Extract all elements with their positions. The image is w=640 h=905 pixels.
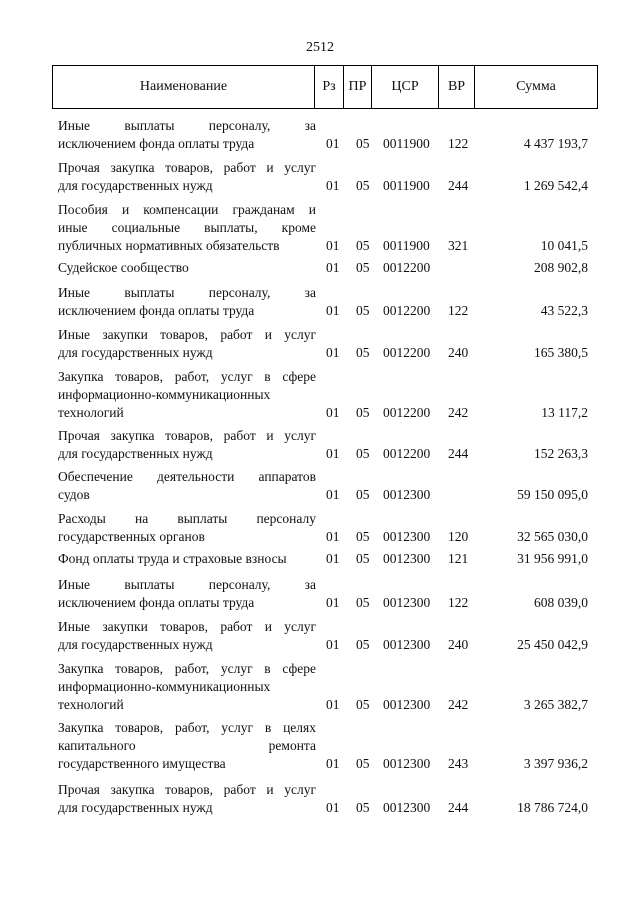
row-name bbox=[58, 201, 316, 255]
row-rz: 01 bbox=[326, 303, 340, 318]
row-name-line: Судейское сообщество bbox=[58, 260, 189, 275]
row-sum: 18 786 724,0 bbox=[517, 800, 588, 815]
row-name-line: Пособия и компенсации гражданам и bbox=[58, 202, 316, 217]
row-rz: 01 bbox=[326, 697, 340, 712]
table-row bbox=[0, 781, 640, 817]
table-row bbox=[0, 660, 640, 714]
row-rz: 01 bbox=[326, 637, 340, 652]
row-csr: 0012200 bbox=[383, 260, 431, 275]
row-rz: 01 bbox=[326, 238, 340, 253]
row-csr: 0012200 bbox=[383, 303, 431, 318]
row-name-line: технологий bbox=[58, 697, 124, 712]
row-name bbox=[58, 468, 316, 504]
row-csr: 0011900 bbox=[383, 178, 430, 193]
table-row bbox=[0, 201, 640, 255]
table-row bbox=[0, 550, 640, 568]
row-name-line: исключением фонда оплаты труда bbox=[58, 595, 255, 610]
row-rz: 01 bbox=[326, 487, 340, 502]
header-rz: Рз bbox=[322, 79, 336, 94]
row-name-line: для государственных нужд bbox=[58, 800, 213, 815]
row-name-line: технологий bbox=[58, 405, 124, 420]
row-sum: 3 397 936,2 bbox=[523, 756, 588, 771]
row-vr: 240 bbox=[448, 345, 469, 360]
row-name-line: капитального ремонта bbox=[58, 738, 316, 753]
row-csr: 0012300 bbox=[383, 551, 431, 566]
row-vr: 122 bbox=[448, 303, 469, 318]
row-name-line: государственного имущества bbox=[58, 756, 226, 771]
table-header bbox=[52, 65, 598, 109]
header-pr: ПР bbox=[348, 79, 367, 94]
row-name-line: Прочая закупка товаров, работ и услуг bbox=[58, 160, 316, 175]
table-row bbox=[0, 117, 640, 153]
row-name-line: исключением фонда оплаты труда bbox=[58, 136, 255, 151]
row-rz: 01 bbox=[326, 595, 340, 610]
row-pr: 05 bbox=[356, 238, 370, 253]
table-row bbox=[0, 159, 640, 195]
row-pr: 05 bbox=[356, 637, 370, 652]
row-pr: 05 bbox=[356, 595, 370, 610]
row-name bbox=[58, 284, 316, 320]
page-number: 2512 bbox=[306, 40, 334, 55]
row-vr: 120 bbox=[448, 529, 469, 544]
row-sum: 13 117,2 bbox=[541, 405, 588, 420]
row-name-line: информационно-коммуникационных bbox=[58, 387, 271, 402]
row-pr: 05 bbox=[356, 345, 370, 360]
row-csr: 0012200 bbox=[383, 345, 431, 360]
row-name-line: Иные выплаты персоналу, за bbox=[58, 118, 316, 133]
row-name-line: информационно-коммуникационных bbox=[58, 679, 271, 694]
row-csr: 0012300 bbox=[383, 637, 431, 652]
row-sum: 31 956 991,0 bbox=[517, 551, 588, 566]
row-name bbox=[58, 117, 316, 153]
row-pr: 05 bbox=[356, 551, 370, 566]
row-csr: 0011900 bbox=[383, 238, 430, 253]
table-row bbox=[0, 284, 640, 320]
row-rz: 01 bbox=[326, 405, 340, 420]
row-name-line: для государственных нужд bbox=[58, 637, 213, 652]
row-name-line: Расходы на выплаты персоналу bbox=[58, 511, 316, 526]
row-rz: 01 bbox=[326, 260, 340, 275]
row-name bbox=[58, 259, 316, 277]
row-name-line: Иные закупки товаров, работ и услуг bbox=[58, 619, 316, 634]
row-csr: 0012200 bbox=[383, 405, 431, 420]
table-row bbox=[0, 576, 640, 612]
row-sum: 3 265 382,7 bbox=[523, 697, 588, 712]
row-sum: 1 269 542,4 bbox=[523, 178, 588, 193]
row-sum: 608 039,0 bbox=[534, 595, 588, 610]
row-name-line: Иные закупки товаров, работ и услуг bbox=[58, 327, 316, 342]
row-csr: 0012300 bbox=[383, 800, 431, 815]
row-vr: 242 bbox=[448, 697, 469, 712]
row-vr: 321 bbox=[448, 238, 469, 253]
row-rz: 01 bbox=[326, 136, 340, 151]
row-csr: 0012300 bbox=[383, 697, 431, 712]
row-csr: 0012300 bbox=[383, 529, 431, 544]
header-csr: ЦСР bbox=[391, 79, 419, 94]
table-row bbox=[0, 719, 640, 773]
row-vr: 122 bbox=[448, 595, 469, 610]
row-sum: 25 450 042,9 bbox=[517, 637, 588, 652]
row-csr: 0012200 bbox=[383, 446, 431, 461]
row-sum: 32 565 030,0 bbox=[517, 529, 588, 544]
table-row bbox=[0, 510, 640, 546]
row-name bbox=[58, 368, 316, 422]
row-name-line: для государственных нужд bbox=[58, 345, 213, 360]
row-vr: 121 bbox=[448, 551, 469, 566]
row-sum: 59 150 095,0 bbox=[517, 487, 588, 502]
table-row bbox=[0, 326, 640, 362]
row-rz: 01 bbox=[326, 529, 340, 544]
row-vr: 243 bbox=[448, 756, 469, 771]
row-name-line: исключением фонда оплаты труда bbox=[58, 303, 255, 318]
row-rz: 01 bbox=[326, 345, 340, 360]
row-pr: 05 bbox=[356, 487, 370, 502]
header-name: Наименование bbox=[139, 79, 228, 94]
table-row bbox=[0, 368, 640, 422]
row-vr: 240 bbox=[448, 637, 469, 652]
row-name bbox=[58, 510, 316, 546]
row-name bbox=[58, 719, 316, 773]
row-sum: 4 437 193,7 bbox=[523, 136, 588, 151]
row-sum: 10 041,5 bbox=[540, 238, 588, 253]
row-pr: 05 bbox=[356, 405, 370, 420]
row-rz: 01 bbox=[326, 446, 340, 461]
header-vr: ВР bbox=[447, 79, 466, 94]
table-row bbox=[0, 427, 640, 463]
row-name-line: публичных нормативных обязательств bbox=[58, 238, 280, 253]
row-name bbox=[58, 618, 316, 654]
row-name bbox=[58, 326, 316, 362]
row-name-line: для государственных нужд bbox=[58, 446, 213, 461]
table-row bbox=[0, 468, 640, 504]
table-row bbox=[0, 618, 640, 654]
row-name-line: Фонд оплаты труда и страховые взносы bbox=[58, 551, 287, 566]
row-sum: 43 522,3 bbox=[540, 303, 588, 318]
row-pr: 05 bbox=[356, 303, 370, 318]
row-name-line: государственных органов bbox=[58, 529, 205, 544]
row-csr: 0011900 bbox=[383, 136, 430, 151]
row-name-line: Закупка товаров, работ, услуг в сфере bbox=[58, 369, 316, 384]
row-pr: 05 bbox=[356, 178, 370, 193]
row-vr: 244 bbox=[448, 178, 469, 193]
row-pr: 05 bbox=[356, 756, 370, 771]
row-rz: 01 bbox=[326, 551, 340, 566]
row-name-line: Прочая закупка товаров, работ и услуг bbox=[58, 782, 316, 797]
row-pr: 05 bbox=[356, 697, 370, 712]
row-vr: 122 bbox=[448, 136, 469, 151]
row-pr: 05 bbox=[356, 446, 370, 461]
row-name-line: Иные выплаты персоналу, за bbox=[58, 577, 316, 592]
row-name-line: для государственных нужд bbox=[58, 178, 213, 193]
row-rz: 01 bbox=[326, 800, 340, 815]
row-name-line: Прочая закупка товаров, работ и услуг bbox=[58, 428, 316, 443]
row-name-line: судов bbox=[58, 487, 90, 502]
row-rz: 01 bbox=[326, 756, 340, 771]
row-pr: 05 bbox=[356, 529, 370, 544]
row-vr: 242 bbox=[448, 405, 469, 420]
row-name-line: Закупка товаров, работ, услуг в целях bbox=[58, 720, 316, 735]
row-name bbox=[58, 660, 316, 714]
row-name bbox=[58, 159, 316, 195]
row-name bbox=[58, 781, 316, 817]
row-vr: 244 bbox=[448, 446, 469, 461]
row-pr: 05 bbox=[356, 136, 370, 151]
row-pr: 05 bbox=[356, 260, 370, 275]
row-sum: 208 902,8 bbox=[534, 260, 588, 275]
row-csr: 0012300 bbox=[383, 756, 431, 771]
header-sum: Сумма bbox=[516, 79, 556, 94]
row-rz: 01 bbox=[326, 178, 340, 193]
row-name bbox=[58, 427, 316, 463]
row-pr: 05 bbox=[356, 800, 370, 815]
row-name bbox=[58, 550, 316, 568]
table-row bbox=[0, 259, 640, 277]
row-csr: 0012300 bbox=[383, 595, 431, 610]
row-name-line: Обеспечение деятельности аппаратов bbox=[58, 469, 316, 484]
row-csr: 0012300 bbox=[383, 487, 431, 502]
row-name-line: Иные выплаты персоналу, за bbox=[58, 285, 316, 300]
row-name-line: Закупка товаров, работ, услуг в сфере bbox=[58, 661, 316, 676]
row-sum: 165 380,5 bbox=[534, 345, 588, 360]
row-vr: 244 bbox=[448, 800, 469, 815]
row-name-line: иные социальные выплаты, кроме bbox=[58, 220, 316, 235]
row-name bbox=[58, 576, 316, 612]
row-sum: 152 263,3 bbox=[534, 446, 588, 461]
